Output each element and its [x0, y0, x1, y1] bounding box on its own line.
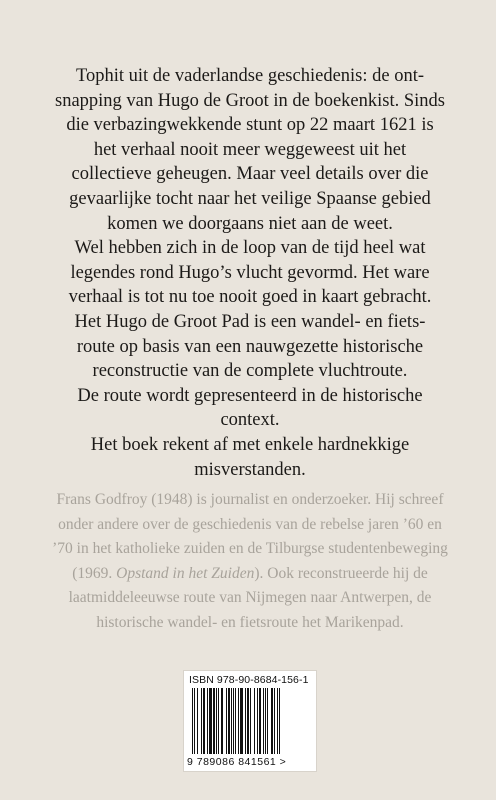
author-bio — [50, 488, 450, 635]
barcode-bar — [277, 688, 278, 754]
barcode-bar — [245, 688, 246, 754]
author-bio-text-continued: ). Ook reconstrueerde hij de laatmiddeleeuwse route van Nijmegen naar Antwerpen, de historische wandel- en fietsroute het Marikenpad. — [68, 564, 432, 631]
barcode-bar — [203, 688, 205, 754]
blurb-paragraph: Het boek rekent af met enkele hardnekkige misverstanden. — [90, 434, 410, 480]
barcode-bar — [233, 688, 234, 754]
blurb-paragraph: De route wordt gepresenteerd in de historische context. — [77, 385, 423, 431]
barcode-bar — [274, 688, 275, 754]
barcode-bar — [209, 688, 212, 754]
barcode-bar — [267, 688, 268, 754]
isbn-label: ISBN 978-90-8684-156-1 — [189, 674, 309, 686]
barcode-bar — [192, 688, 193, 754]
barcode-bar — [247, 688, 249, 754]
barcode-bar — [216, 688, 217, 754]
barcode-bar — [254, 688, 255, 754]
blurb-paragraph: Het Hugo de Groot Pad is een wandel- en fiets- route op basis van een nauwgezette historische reconstructie van de complete vluchtroute. — [74, 311, 426, 382]
book-title-reference: Opstand in het Zuiden — [116, 564, 255, 582]
author-bio-text: Frans Godfroy (1948) is journalist en onderzoeker. Hij schreef onder andere over de geschiedenis van de rebelse jaren ’60 en ’70 in het katholieke zuiden en de Tilburgse studentenbeweging (1969. — [52, 491, 448, 582]
barcode-bar — [218, 688, 219, 754]
barcode-bar — [265, 688, 266, 754]
barcode-bar — [240, 688, 243, 754]
barcode-bar — [231, 688, 232, 754]
barcode-bar — [238, 688, 239, 754]
book-blurb — [54, 64, 446, 482]
barcode-bar — [197, 688, 198, 754]
barcode-bar — [263, 688, 264, 754]
barcode-bar — [271, 688, 273, 754]
barcode-bar — [226, 688, 227, 754]
barcode-bar — [207, 688, 208, 754]
barcode-bar — [250, 688, 251, 754]
barcode-bar — [279, 688, 280, 754]
ean-digits: 9 789086 841561 > — [187, 756, 287, 768]
barcode-bar — [259, 688, 261, 754]
barcode-bar — [221, 688, 223, 754]
barcode-bars — [188, 688, 314, 754]
barcode-bar — [228, 688, 230, 754]
barcode-bar — [257, 688, 258, 754]
blurb-paragraph: Tophit uit de vaderlandse geschiedenis: de ont- snapping van Hugo de Groot in de boekenkist. Sinds die verbazingwekkende stunt op 22 maart 1621 is het verhaal nooit meer weggeweest uit het collectieve geheugen. Maar veel details over die gevaarlijke tocht naar het veilige Spaanse gebied komen we doorgaans niet aan de weet. — [55, 66, 445, 234]
barcode-bar — [235, 688, 236, 754]
barcode-bar — [213, 688, 215, 754]
barcode-bar — [201, 688, 202, 754]
barcode-bar — [194, 688, 195, 754]
blurb-paragraph: Wel hebben zich in de loop van de tijd heel wat legendes rond Hugo’s vlucht gevormd. Het ware verhaal is tot nu toe nooit goed in kaart gebracht. — [68, 238, 432, 308]
isbn-barcode — [183, 670, 317, 772]
